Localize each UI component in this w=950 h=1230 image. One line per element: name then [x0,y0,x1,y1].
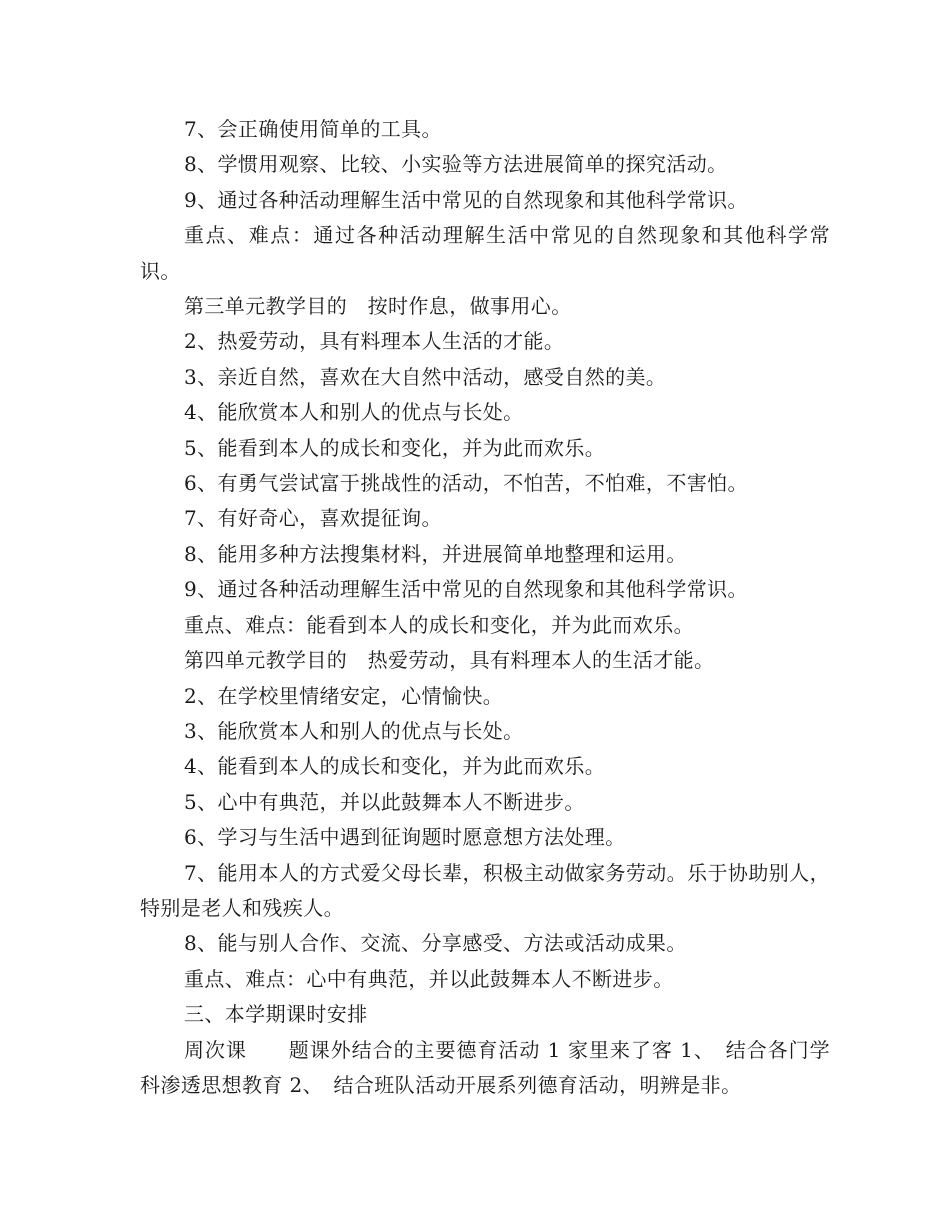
list-item: 7、能用本人的方式爱父母长辈，积极主动做家务劳动。乐于协助别人，特别是老人和残疾人。 [140,860,830,920]
list-item: 8、能用多种方法搜集材料，并进展简单地整理和运用。 [184,541,687,566]
schedule-paragraph: 周次课 题课外结合的主要德育活动 1 家里来了客 1、 结合各门学科渗透思想教育 2、 结合班队活动开展系列德育活动，明辨是非。 [140,1037,830,1097]
list-item: 9、通过各种活动理解生活中常见的自然现象和其他科学常识。 [184,187,748,212]
list-item: 7、会正确使用简单的工具。 [184,117,442,141]
list-item: 4、能看到本人的成长和变化，并为此而欢乐。 [184,754,606,779]
list-item: 8、能与别人合作、交流、分享感受、方法或活动成果。 [184,931,687,956]
unit-heading: 第三单元教学目的 按时作息，做事用心。 [184,294,572,319]
list-item: 6、学习与生活中遇到征询题时愿意想方法处理。 [184,825,626,850]
list-item: 2、热爱劳动，具有料理本人生活的才能。 [184,329,565,354]
list-item: 6、有勇气尝试富于挑战性的活动，不怕苦，不怕难，不害怕。 [184,471,748,496]
key-point-paragraph: 重点、难点：心中有典范，并以此鼓舞本人不断进步。 [184,966,674,991]
list-item: 3、能欣赏本人和别人的优点与长处。 [184,718,524,743]
list-item: 8、学惯用观察、比较、小实验等方法进展简单的探究活动。 [184,152,728,177]
list-item: 5、心中有典范，并以此鼓舞本人不断进步。 [184,789,585,814]
unit-heading: 第四单元教学目的 热爱劳动，具有料理本人的生活才能。 [184,648,715,673]
key-point-paragraph: 重点、难点：能看到本人的成长和变化，并为此而欢乐。 [184,612,694,637]
document-body [140,112,830,1103]
key-point-paragraph: 重点、难点：通过各种活动理解生活中常见的自然现象和其他科学常识。 [140,223,830,283]
list-item: 3、亲近自然，喜欢在大自然中活动，感受自然的美。 [184,364,667,389]
section-heading: 三、本学期课时安排 [184,1002,368,1027]
list-item: 9、通过各种活动理解生活中常见的自然现象和其他科学常识。 [184,577,748,602]
list-item: 7、有好奇心，喜欢提征询。 [184,506,442,531]
list-item: 4、能欣赏本人和别人的优点与长处。 [184,400,524,425]
list-item: 2、在学校里情绪安定，心情愉快。 [184,683,504,708]
list-item: 5、能看到本人的成长和变化，并为此而欢乐。 [184,435,606,460]
